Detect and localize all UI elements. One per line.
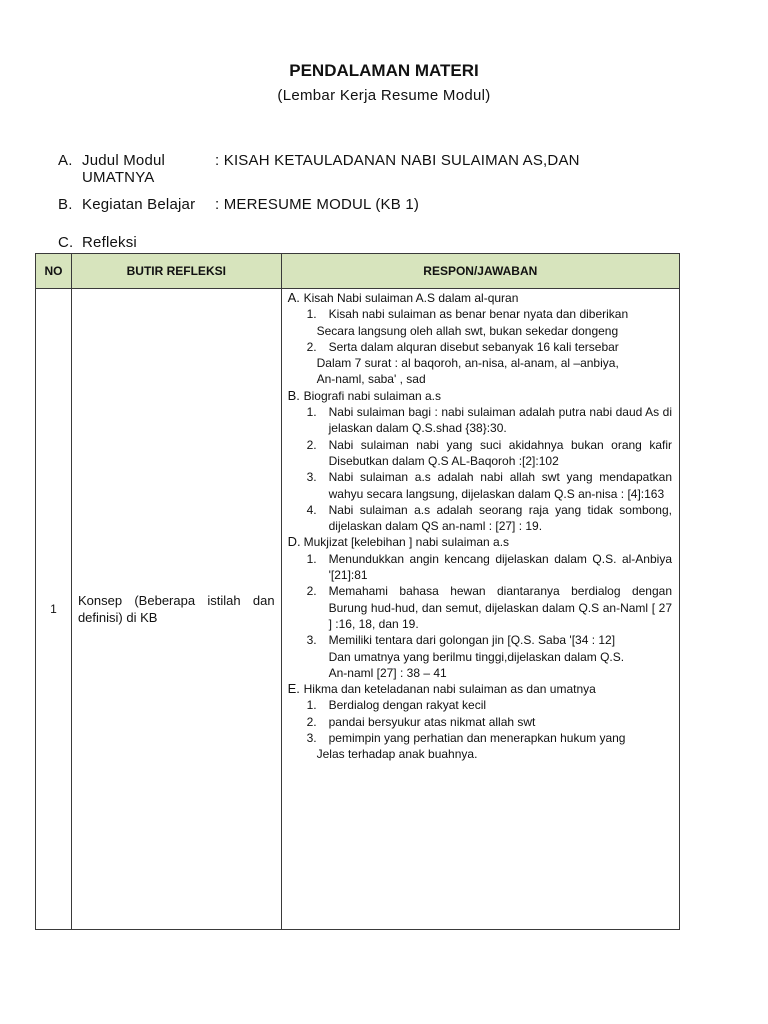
list-item: 1. Berdialog dengan rakyat kecil	[306, 698, 487, 713]
list-item-continuation: Secara langsung oleh allah swt, bukan sekedar dongeng	[316, 323, 619, 338]
info-label: Refleksi	[82, 234, 137, 251]
info-letter: A.	[58, 152, 73, 169]
info-letter: C.	[58, 234, 74, 251]
section-letter: D.	[287, 534, 301, 550]
section-e	[288, 681, 672, 697]
list-item: 2. pandai bersyukur atas nikmat allah swt	[306, 714, 536, 729]
list-item: 2. Serta dalam alquran disebut sebanyak 16 kali tersebar	[306, 339, 619, 354]
list-item: 1. Menundukkan angin kencang dijelaskan dalam Q.S. al-Anbiya '[21]:81	[306, 551, 672, 583]
section-title: Hikma dan keteladanan nabi sulaiman as dan umatnya	[303, 682, 596, 697]
table-header-row	[36, 254, 680, 289]
list-item-continuation: An-naml [27] : 38 – 41	[328, 665, 447, 680]
list-item: 3. Nabi sulaiman a.s adalah nabi allah swt yang mendapatkan wahyu secara langsung, dijelaskan dalam Q.S an-nisa : [4]:163	[306, 470, 672, 501]
list-item: 3. pemimpin yang perhatian dan menerapkan hukum yang	[306, 731, 626, 746]
page-subtitle: (Lembar Kerja Resume Modul)	[277, 87, 491, 104]
table-row	[36, 289, 680, 930]
row-butir-refleksi: Konsep (Beberapa istilah dan definisi) di KB	[71, 289, 281, 930]
refleksi-table	[35, 253, 680, 930]
info-letter: B.	[58, 196, 73, 213]
section-b	[288, 388, 672, 404]
section-letter: A.	[287, 290, 300, 305]
list-item-continuation: Dalam 7 surat : al baqoroh, an-nisa, al-anam, al –anbiya,	[316, 356, 619, 371]
section-title: Mukjizat [kelebihan ] nabi sulaiman a.s	[303, 535, 510, 550]
section-title: Kisah Nabi sulaiman A.S dalam al-quran	[303, 291, 519, 305]
section-letter: E.	[287, 681, 300, 697]
list-item-continuation: An-naml, saba' , sad	[316, 372, 426, 387]
info-value-continuation: UMATNYA	[82, 169, 155, 186]
list-item: 2. Nabi sulaiman nabi yang suci akidahnya bukan orang kafir Disebutkan dalam Q.S AL-Baqoroh :[2]:102	[306, 437, 672, 468]
header-no: NO	[36, 254, 72, 289]
page-title: PENDALAMAN MATERI	[289, 61, 479, 80]
row-respon-jawaban	[281, 289, 679, 930]
row-number: 1	[36, 289, 72, 930]
header-butir-refleksi: BUTIR REFLEKSI	[71, 254, 281, 289]
info-value: : KISAH KETAULADANAN NABI SULAIMAN AS,DAN	[215, 152, 580, 169]
info-value: : MERESUME MODUL (KB 1)	[215, 196, 420, 213]
info-label: Judul Modul	[82, 152, 166, 169]
list-item: 1. Nabi sulaiman bagi : nabi sulaiman adalah putra nabi daud As di jelaskan dalam Q.S.shad {38}:30.	[306, 405, 672, 436]
list-item: 3. Memiliki tentara dari golongan jin [Q.S. Saba '[34 : 12]	[306, 633, 616, 648]
section-a	[288, 290, 672, 306]
list-item: 4. Nabi sulaiman a.s adalah seorang raja yang tidak sombong, dijelaskan dalam QS an-naml : [27] : 19.	[306, 502, 672, 534]
header-respon-jawaban: RESPON/JAWABAN	[281, 254, 679, 289]
info-label: Kegiatan Belajar	[82, 196, 196, 213]
section-title: Biografi nabi sulaiman a.s	[303, 388, 442, 403]
list-item: 2. Memahami bahasa hewan diantaranya berdialog dengan Burung hud-hud, dan semut, dijelaskan dalam Q.S an-Naml [ 27 ] :16, 18, dan 19.	[306, 584, 672, 631]
list-item: 1. Kisah nabi sulaiman as benar benar nyata dan diberikan	[306, 307, 629, 322]
section-letter: B.	[287, 387, 300, 403]
section-d	[288, 534, 672, 550]
list-item-continuation: Jelas terhadap anak buahnya.	[316, 747, 478, 762]
list-item-continuation: Dan umatnya yang berilmu tinggi,dijelaskan dalam Q.S.	[328, 649, 625, 664]
